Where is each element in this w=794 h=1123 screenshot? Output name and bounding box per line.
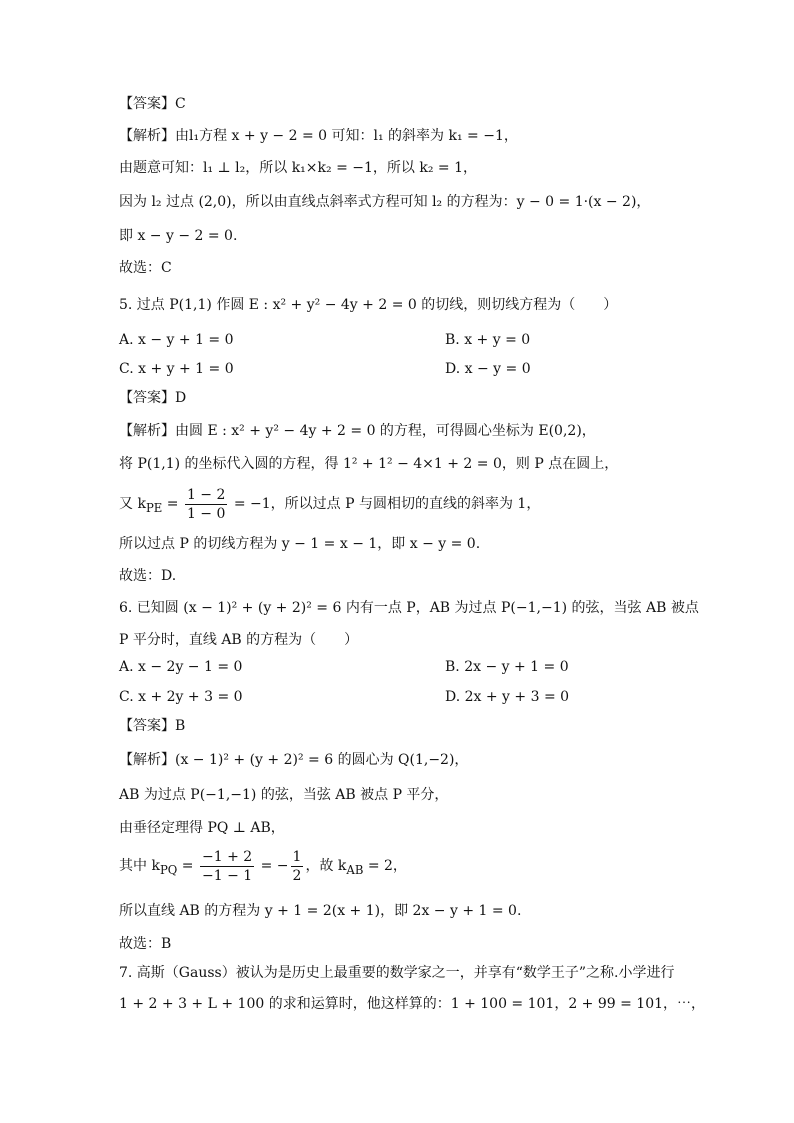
- fraction-numerator: 1 − 2: [186, 486, 226, 503]
- fraction-denominator: −1 − 1: [201, 867, 253, 884]
- equals-sign: =: [162, 496, 183, 512]
- question-7-line-1: 7. 高斯（Gauss）被认为是历史上最重要的数学家之一，并享有“数学王子”之称.小学进行: [119, 965, 675, 981]
- q6-option-d: D. 2x + y + 3 = 0: [445, 689, 570, 705]
- equals-negative: = −: [256, 858, 289, 874]
- q6-option-c: C. x + 2y + 3 = 0: [119, 689, 243, 705]
- solution-6-line-3: 由垂径定理得 PQ ⊥ AB，: [119, 820, 285, 836]
- q6-option-b: B. 2x − y + 1 = 0: [445, 659, 569, 675]
- therefore-text: ，故 k: [305, 858, 347, 874]
- fraction-denominator: 1 − 0: [186, 505, 226, 522]
- half-fraction: [291, 848, 304, 885]
- question-6-line-2: P 平分时，直线 AB 的方程为（ ）: [119, 632, 359, 648]
- solution-5-line-3: [119, 482, 540, 530]
- solution-4-line-5: 故选：C: [119, 260, 172, 276]
- solution-4-line-4: 即 x − y − 2 = 0.: [119, 228, 238, 244]
- solution-6-line-4: [119, 844, 407, 892]
- q6-option-a: A. x − 2y − 1 = 0: [119, 659, 243, 675]
- fraction-denominator: 2: [292, 867, 302, 884]
- slope-result: = 2，: [363, 858, 407, 874]
- slope-label: 又 k: [119, 496, 146, 512]
- question-5: 5. 过点 P(1,1) 作圆 E : x² + y² − 4y + 2 = 0 的切线，则切线方程为（ ）: [119, 297, 618, 313]
- solution-6-line-2: AB 为过点 P(−1,−1) 的弦，当弦 AB 被点 P 平分，: [119, 787, 449, 803]
- slope-fraction: [185, 486, 227, 523]
- solution-5-line-5: 故选：D.: [119, 568, 177, 584]
- q5-option-d: D. x − y = 0: [445, 361, 531, 377]
- q5-option-b: B. x + y = 0: [445, 332, 531, 348]
- solution-4-line-3: 因为 l₂ 过点 (2,0)，所以由直线点斜率式方程可知 l₂ 的方程为：y − 0 = 1·(x − 2)，: [119, 194, 651, 210]
- slope-subscript: PE: [145, 500, 163, 515]
- question-7-line-2: 1 + 2 + 3 + L + 100 的求和运算时，他这样算的：1 + 100 = 101，2 + 99 = 101，⋯，: [119, 996, 706, 1012]
- answer-5: 【答案】D: [119, 390, 187, 406]
- solution-6-line-6: 故选：B: [119, 936, 172, 952]
- solution-4-line-2: 由题意可知：l₁ ⊥ l₂，所以 k₁×k₂ = −1，所以 k₂ = 1，: [119, 160, 477, 176]
- answer-4: 【答案】C: [119, 96, 186, 112]
- fraction-numerator: −1 + 2: [201, 848, 253, 865]
- slope-subscript: PQ: [159, 862, 178, 877]
- slope-result: = −1，所以过点 P 与圆相切的直线的斜率为 1，: [229, 496, 541, 512]
- slope-label: 其中 k: [119, 858, 160, 874]
- answer-6: 【答案】B: [119, 718, 186, 734]
- equals-sign: =: [177, 858, 198, 874]
- solution-5-line-2: 将 P(1,1) 的坐标代入圆的方程，得 1² + 1² − 4×1 + 2 = 0，则 P 点在圆上，: [119, 456, 619, 472]
- solution-5-line-4: 所以过点 P 的切线方程为 y − 1 = x − 1，即 x − y = 0.: [119, 536, 481, 552]
- solution-4-line-1: 【解析】由l₁方程 x + y − 2 = 0 可知：l₁ 的斜率为 k₁ = −1，: [119, 128, 518, 144]
- q5-option-a: A. x − y + 1 = 0: [119, 332, 234, 348]
- q5-option-c: C. x + y + 1 = 0: [119, 361, 234, 377]
- fraction-numerator: 1: [292, 848, 302, 865]
- solution-6-line-5: 所以直线 AB 的方程为 y + 1 = 2(x + 1)，即 2x − y + 1 = 0.: [119, 903, 522, 919]
- solution-6-line-1: 【解析】(x − 1)² + (y + 2)² = 6 的圆心为 Q(1,−2)，: [119, 752, 469, 768]
- question-6-line-1: 6. 已知圆 (x − 1)² + (y + 2)² = 6 内有一点 P，AB 为过点 P(−1,−1) 的弦，当弦 AB 被点: [119, 600, 699, 616]
- solution-5-line-1: 【解析】由圆 E : x² + y² − 4y + 2 = 0 的方程，可得圆心坐标为 E(0,2)，: [119, 423, 596, 439]
- slope-subscript: AB: [346, 862, 364, 877]
- slope-fraction: [200, 848, 254, 885]
